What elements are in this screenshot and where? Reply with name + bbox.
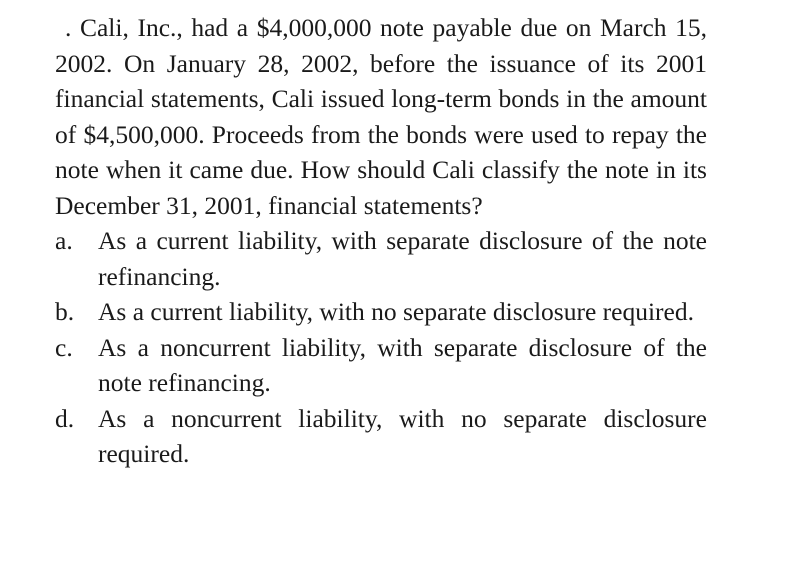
option-a bbox=[55, 223, 707, 294]
option-text: As a noncurrent liability, with separate disclosure of the note refinancing. bbox=[98, 332, 707, 397]
option-c bbox=[55, 330, 707, 401]
option-text: As a noncurrent liability, with no separate disclosure required. bbox=[98, 403, 707, 468]
answer-options bbox=[55, 223, 707, 472]
option-text: As a current liability, with separate disclosure of the note refinancing. bbox=[98, 226, 707, 291]
question-page bbox=[55, 10, 707, 472]
option-letter: b. bbox=[55, 297, 75, 326]
option-letter: a. bbox=[55, 226, 73, 255]
option-b bbox=[55, 294, 707, 330]
option-letter: d. bbox=[55, 403, 75, 433]
option-d bbox=[55, 401, 707, 472]
option-text: As a current liability, with no separate disclosure required. bbox=[98, 297, 694, 326]
option-letter: c. bbox=[55, 332, 73, 362]
question-text: . Cali, Inc., had a $4,000,000 note payable due on March 15, 2002. On January 28, 2002, before the issuance of its 2001 financial statements, Cali issued long-term bonds in the amount of $4,500,000. Proceeds from the bonds were used to repay the note when it came due. How should Cali classify the note in its December 31, 2001, financial statements? bbox=[55, 13, 707, 220]
